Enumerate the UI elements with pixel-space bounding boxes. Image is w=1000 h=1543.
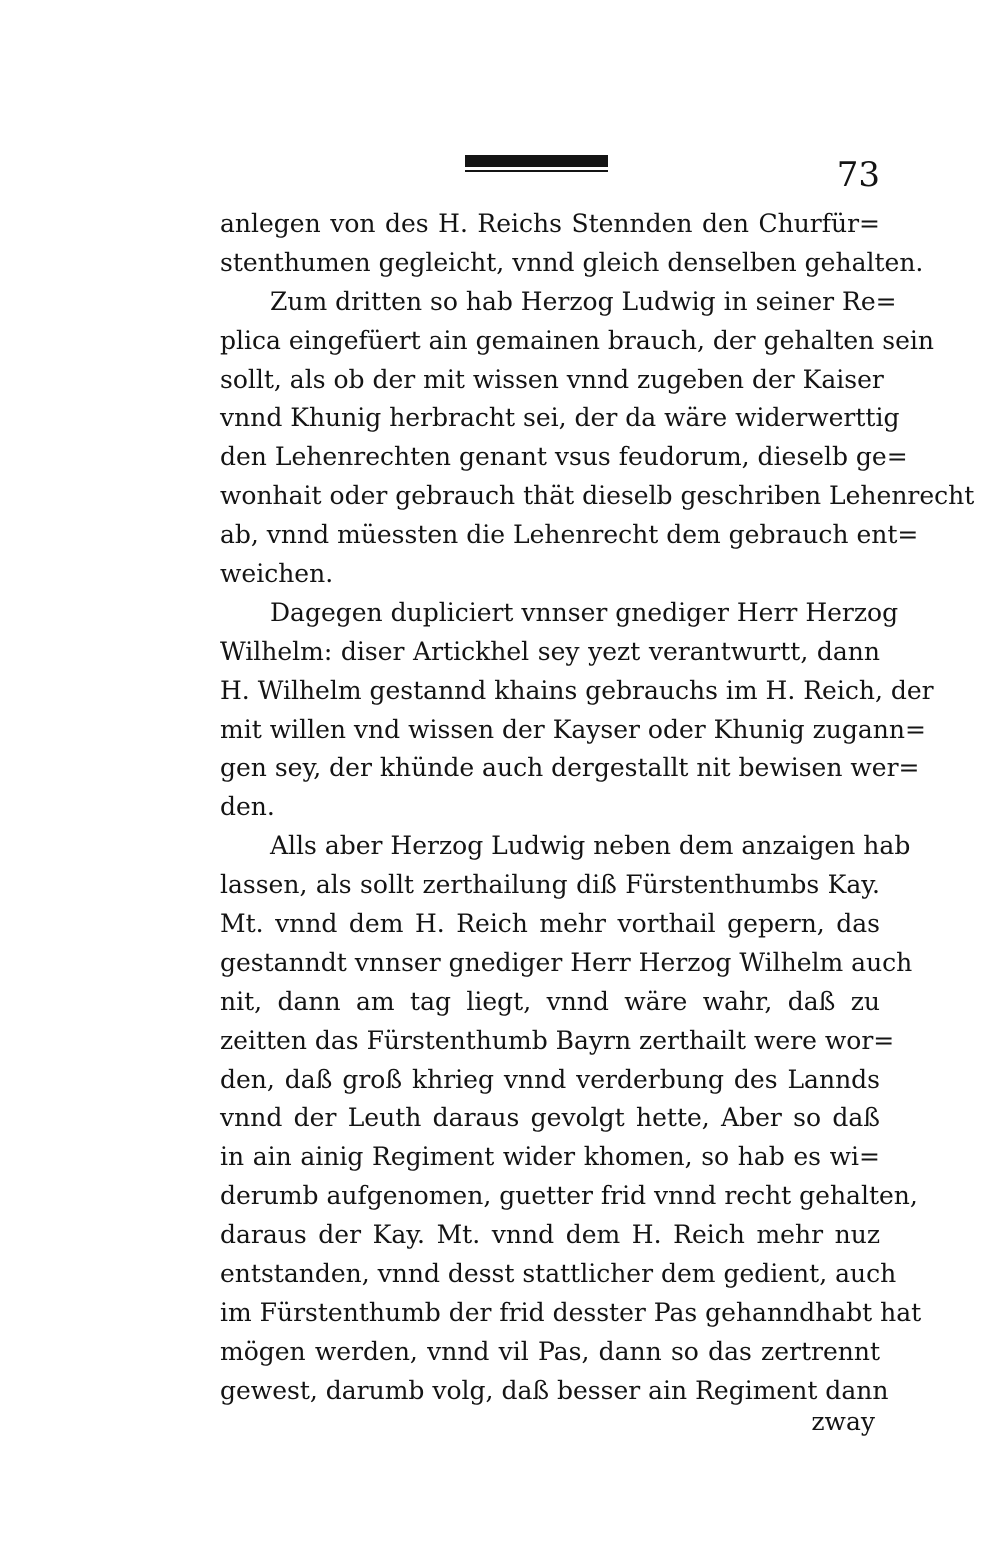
text-line: entstanden, vnnd desst stattlicher dem gedient, auch bbox=[220, 1259, 897, 1289]
text-line: den Lehenrechten genant vsus feudorum, dieselb ge= bbox=[220, 442, 908, 472]
text-line: anlegen von des H. Reichs Stennden den Churfür= bbox=[220, 209, 880, 238]
text-line: den, daß groß khrieg vnnd verderbung des Lannds bbox=[220, 1064, 880, 1094]
text-line: vnnd Khunig herbracht sei, der da wäre widerwerttig bbox=[220, 403, 900, 433]
text-line: Alls aber Herzog Ludwig neben dem anzaigen hab bbox=[270, 831, 911, 861]
page-number: 73 bbox=[836, 155, 880, 195]
text-line: lassen, als sollt zerthailung diß Fürstenthumbs Kay. bbox=[220, 870, 880, 900]
text-line: nit, dann am tag liegt, vnnd wäre wahr, daß zu bbox=[220, 986, 880, 1016]
text-line: ab, vnnd müessten die Lehenrecht dem gebrauch ent= bbox=[220, 520, 919, 550]
text-line: den. bbox=[220, 792, 275, 822]
text-line: sollt, als ob der mit wissen vnnd zugeben der Kaiser bbox=[220, 364, 884, 394]
text-line: H. Wilhelm gestannd khains gebrauchs im H. Reich, der bbox=[220, 675, 934, 705]
header-rule-thick bbox=[465, 155, 608, 167]
text-line: plica eingefüert ain gemainen brauch, der gehalten sein bbox=[220, 325, 934, 355]
body-text bbox=[220, 205, 975, 1411]
text-line: gestanndt vnnser gnediger Herr Herzog Wilhelm auch bbox=[220, 947, 913, 977]
text-line: gen sey, der khünde auch dergestallt nit bewisen wer= bbox=[220, 753, 920, 783]
text-line: Wilhelm: diser Artickhel sey yezt verantwurtt, dann bbox=[220, 636, 880, 666]
text-line: Dagegen dupliciert vnnser gnediger Herr Herzog bbox=[270, 597, 899, 627]
text-line: weichen. bbox=[220, 559, 334, 589]
text-line: Zum dritten so hab Herzog Ludwig in seiner Re= bbox=[270, 286, 897, 316]
text-line: im Fürstenthumb der frid desster Pas gehanndhabt hat bbox=[220, 1297, 922, 1327]
catchword: zway bbox=[811, 1407, 875, 1436]
text-line: stenthumen gegleicht, vnnd gleich denselben gehalten. bbox=[220, 247, 924, 277]
header-rule bbox=[465, 155, 608, 172]
text-line: derumb aufgenomen, guetter frid vnnd recht gehalten, bbox=[220, 1181, 918, 1211]
text-line: mit willen vnd wissen der Kayser oder Khunig zugann= bbox=[220, 714, 926, 744]
text-line: gewest, darumb volg, daß besser ain Regiment dann bbox=[220, 1375, 889, 1405]
text-line: Mt. vnnd dem H. Reich mehr vorthail gepern, das bbox=[220, 909, 880, 939]
text-line: zeitten das Fürstenthumb Bayrn zerthailt were wor= bbox=[220, 1025, 895, 1055]
text-line: vnnd der Leuth daraus gevolgt hette, Aber so daß bbox=[220, 1103, 880, 1133]
header-rule-thin bbox=[465, 170, 608, 172]
text-line: mögen werden, vnnd vil Pas, dann so das zertrennt bbox=[220, 1336, 880, 1366]
text-line: in ain ainig Regiment wider khomen, so hab es wi= bbox=[220, 1142, 880, 1172]
text-line: daraus der Kay. Mt. vnnd dem H. Reich mehr nuz bbox=[220, 1220, 880, 1250]
text-line: wonhait oder gebrauch thät dieselb geschriben Lehenrecht bbox=[220, 481, 975, 511]
